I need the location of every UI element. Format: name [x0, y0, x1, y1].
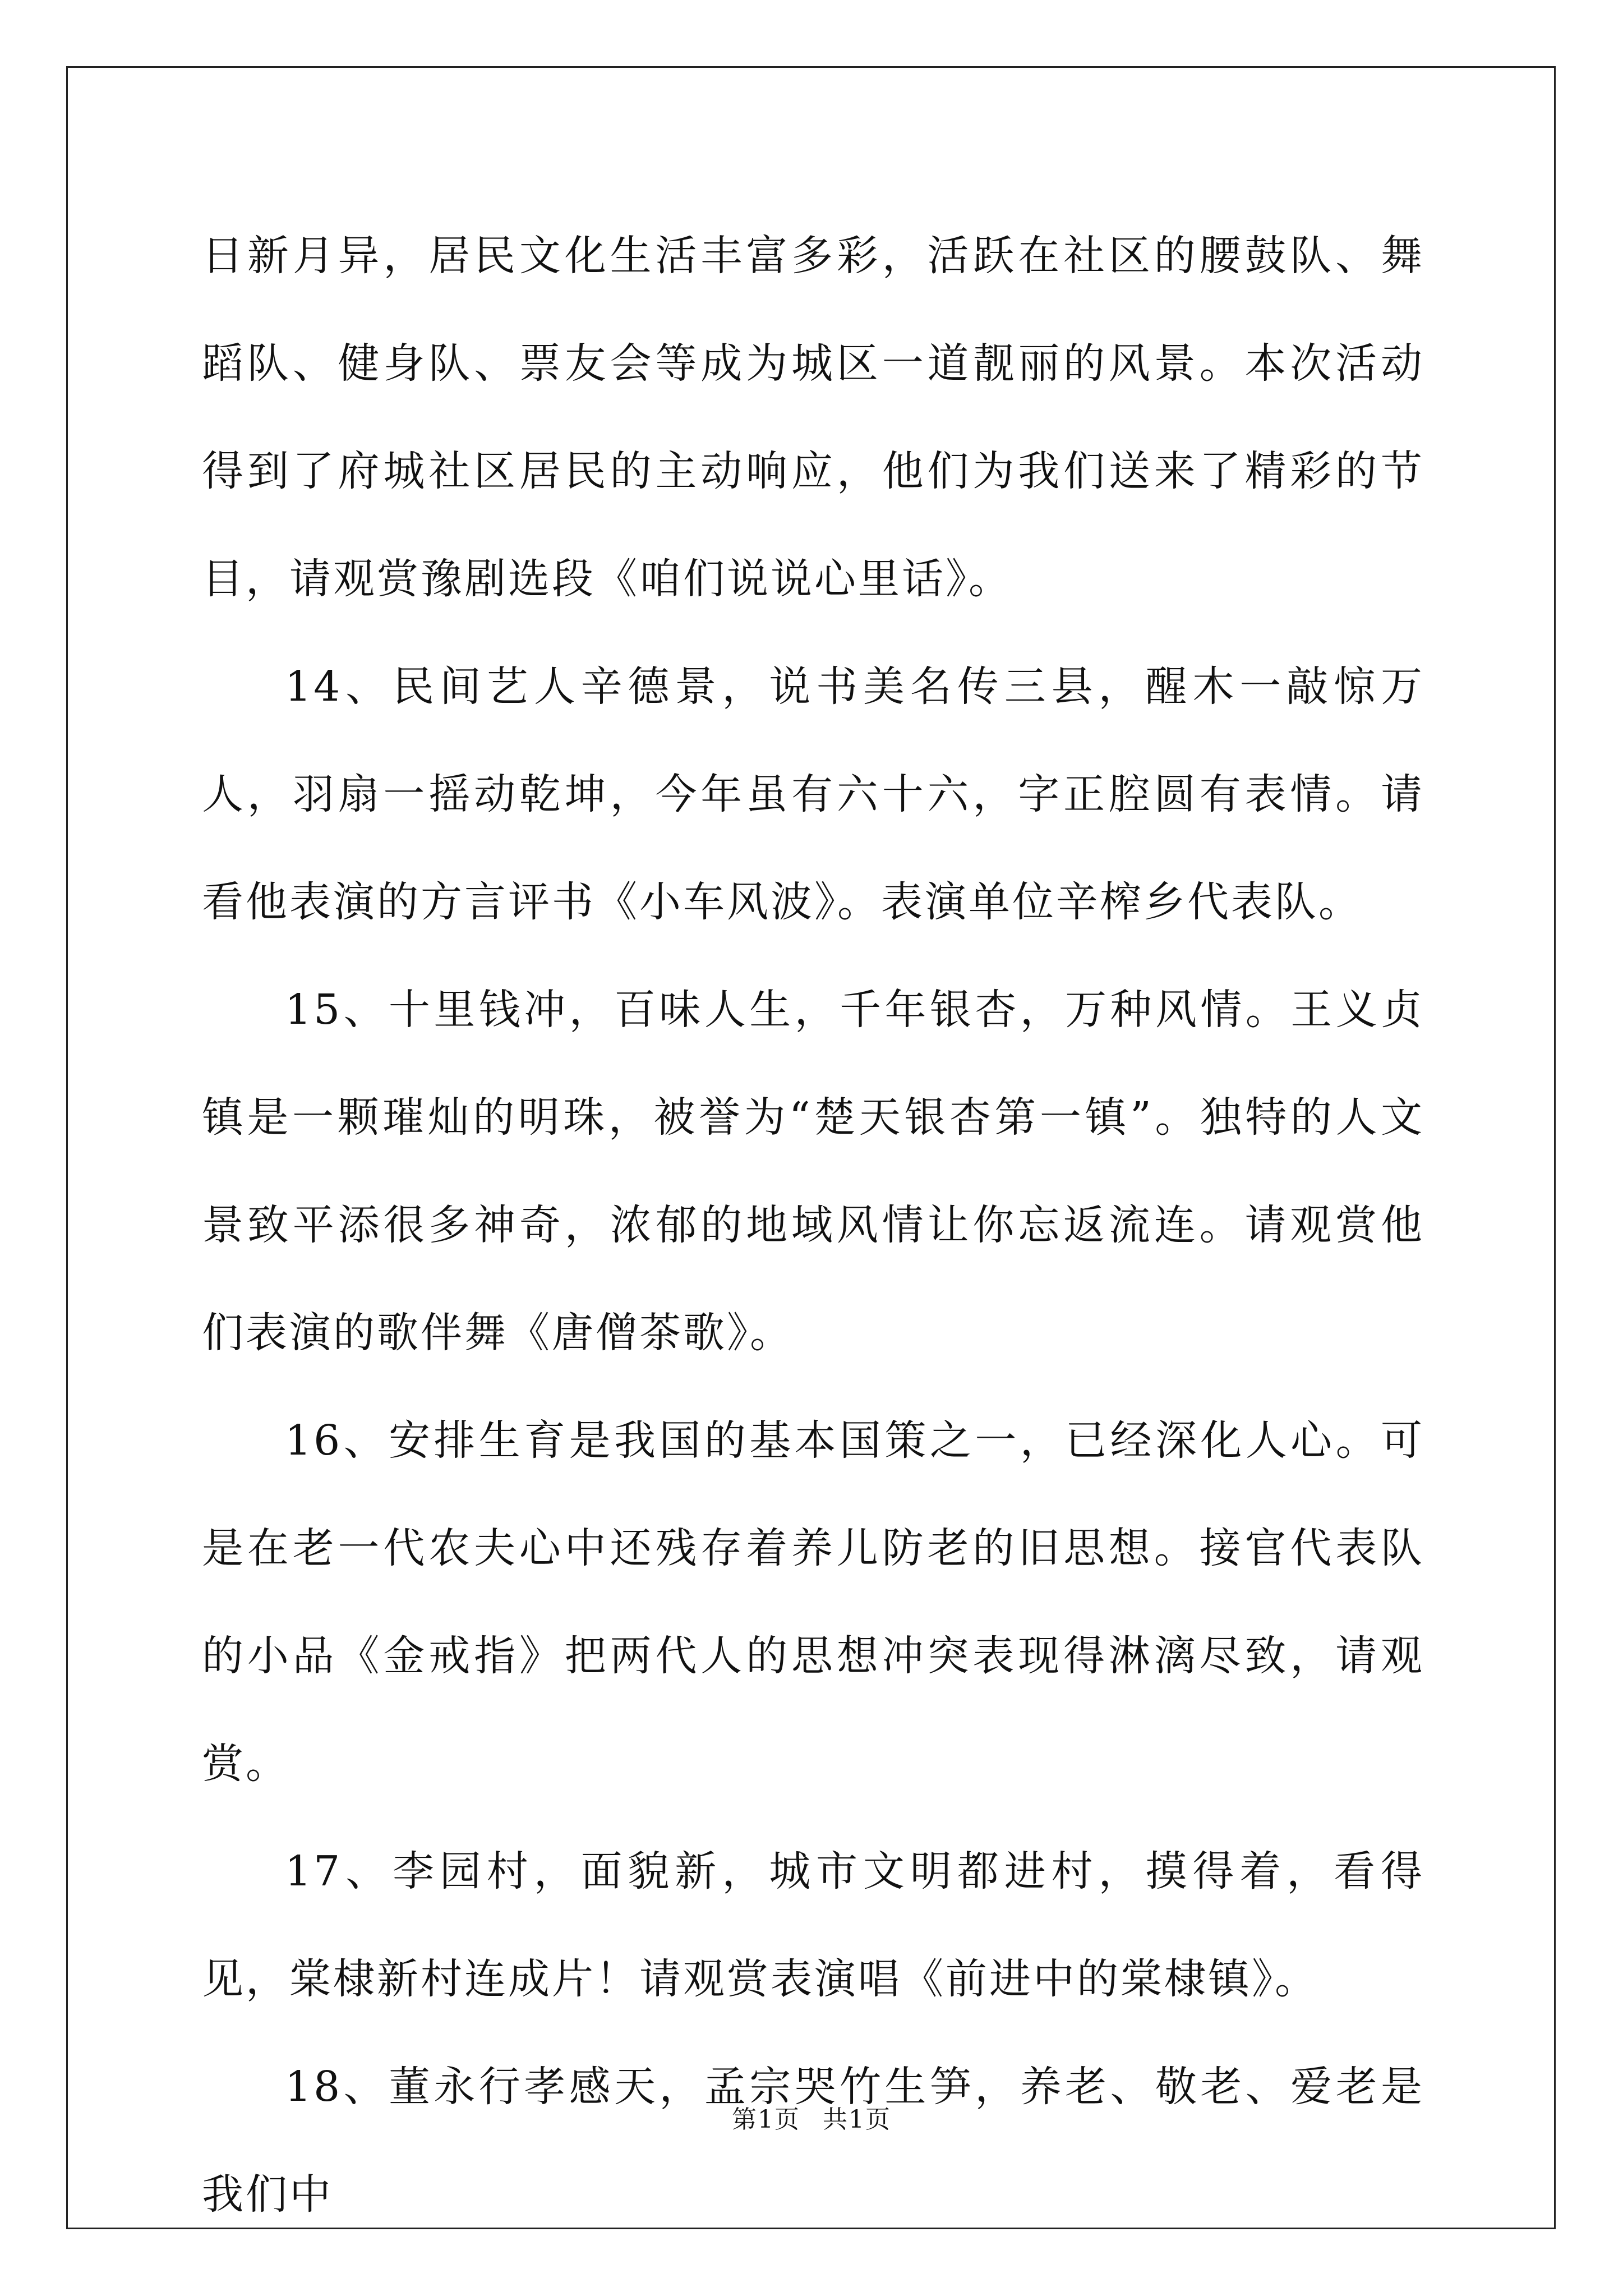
- paragraph: 日新月异，居民文化生活丰富多彩，活跃在社区的腰鼓队、舞蹈队、健身队、票友会等成为城区一道靓丽的风景。本次活动得到了府城社区居民的主动响应，他们为我们送来了精彩的节目，请观赏豫剧选段《咱们说说心里话》。: [202, 232, 1424, 603]
- paragraph: 18、董永行孝感天，孟宗哭竹生笋，养老、敬老、爱老是我们中: [202, 2063, 1424, 2219]
- paragraph: 15、十里钱冲，百味人生，千年银杏，万种风情。王义贞镇是一颗璀灿的明珠，被誉为“楚天银杏第一镇”。独特的人文景致平添很多神奇，浓郁的地域风情让你忘返流连。请观赏他们表演的歌伴舞《唐僧茶歌》。: [202, 986, 1424, 1357]
- document-body: [202, 202, 1424, 2248]
- paragraph: 17、李园村，面貌新，城市文明都进村，摸得着，看得见，棠棣新村连成片！请观赏表演唱《前进中的棠棣镇》。: [202, 1847, 1424, 2003]
- page-footer: [0, 2099, 1623, 2135]
- paragraph: 16、安排生育是我国的基本国策之一，已经深化人心。可是在老一代农夫心中还残存着养儿防老的旧思想。接官代表队的小品《金戒指》把两代人的思想冲突表现得淋漓尽致，请观赏。: [202, 1416, 1424, 1788]
- page-total: 共1页: [823, 2105, 891, 2134]
- paragraph: 14、民间艺人辛德景，说书美名传三县，醒木一敲惊万人，羽扇一摇动乾坤，今年虽有六十六，字正腔圆有表情。请看他表演的方言评书《小车风波》。表演单位辛榨乡代表队。: [202, 662, 1424, 926]
- page-number: 第1页: [732, 2105, 800, 2134]
